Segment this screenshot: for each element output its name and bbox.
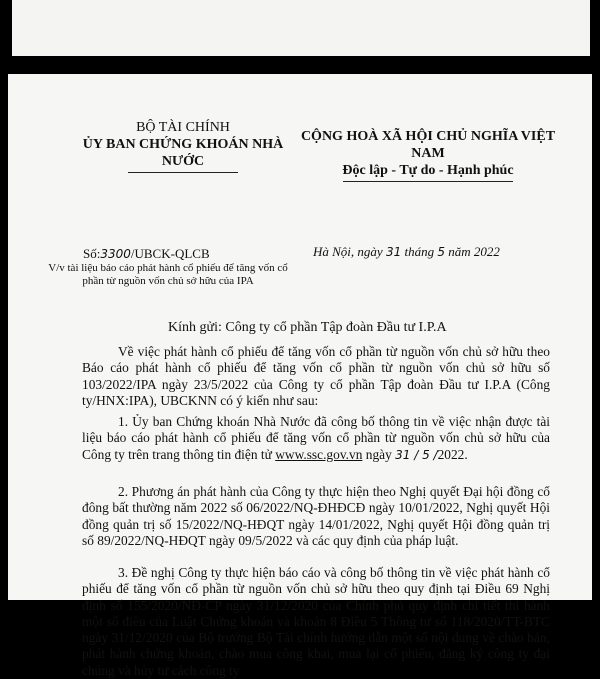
ssc-website-link[interactable]: www.ssc.gov.vn	[275, 446, 363, 462]
issuer-header	[63, 119, 303, 173]
item-2-paragraph: 2. Phương án phát hành của Công ty thực hiện theo Nghị quyết Đại hội đồng cổ đông bất thường năm 2022 số 06/2022/NQ-ĐHĐCĐ ngày 10/01/2022, Nghị quyết Hội đồng quản trị số 15/2022/NQ-HĐQT ngày 14/01/2022, Nghị quyết Hội đồng quản trị số 89/2022/NQ-HĐQT ngày 09/5/2022 và các quy định của pháp luật.	[82, 484, 550, 548]
issue-date	[313, 244, 500, 260]
item-1-paragraph	[82, 414, 550, 463]
date-day-handwritten: 31	[385, 245, 402, 259]
motto-underline	[343, 181, 513, 182]
date-prefix: Hà Nội, ngày	[313, 244, 383, 259]
header-underline	[128, 172, 238, 173]
date-month-label: tháng	[404, 244, 435, 259]
intro-paragraph: Về việc phát hành cổ phiếu để tăng vốn cổ phần từ nguồn vốn chủ sở hữu theo Báo cáo phát hành cổ phiếu để tăng vốn cổ phần từ nguồn vốn chủ sở hữu số 103/2022/IPA ngày 23/5/2022 của Công ty cổ phần Tập đoàn Đầu tư I.P.A (Công ty/HNX:IPA), UBCKNN có ý kiến như sau:	[82, 344, 550, 408]
ministry-name: BỘ TÀI CHÍNH	[136, 120, 230, 135]
document-page	[8, 74, 592, 678]
recipient-line: Kính gửi: Công ty cổ phần Tập đoàn Đầu tư I.P.A	[168, 320, 447, 335]
doc-number-handwritten: 3300	[100, 247, 131, 261]
document-subject: V/v tài liệu báo cáo phát hành cổ phiếu để tăng vốn cổ phần từ nguồn vốn chủ sở hữu của IPA	[48, 262, 288, 287]
doc-number-suffix: /UBCK-QLCB	[130, 246, 210, 261]
item-1-date-label: ngày	[365, 446, 392, 462]
item-1-text: 1. Ủy ban Chứng khoán Nhà Nước đã công bố thông tin về việc nhận được tài liệu báo cáo phát hành cổ phiếu để tăng vốn cổ phần từ nguồn vốn chủ sở hữu của Công ty trên trang thông tin điện tử	[82, 414, 550, 462]
date-year: năm 2022	[448, 244, 500, 259]
committee-name: ỦY BAN CHỨNG KHOÁN NHÀ NƯỚC	[82, 137, 284, 169]
item-1-date-end: 2022.	[437, 446, 468, 462]
item-3-paragraph: 3. Đề nghị Công ty thực hiện báo cáo và công bố thông tin về việc phát hành cổ phiếu để tăng vốn cổ phần từ nguồn vốn chủ sở hữu theo quy định tại Điều 69 Nghị định số 155/2020/NĐ-CP ngày 31/12/2020 của Chính phủ quy định chi tiết thi hành một số điều của Luật Chứng khoán và khoản 8 Điều 5 Thông tư số 118/2020/TT-BTC ngày 31/12/2020 của Bộ trưởng Bộ Tài chính hướng dẫn một số nội dung về chào bán, phát hành chứng khoán, chào mua công khai, mua lại cổ phiếu, đăng ký công ty đại chúng và hủy tư cách công ty	[82, 565, 550, 678]
country-name: CỘNG HOÀ XÃ HỘI CHỦ NGHĨA VIỆT NAM	[300, 129, 556, 161]
national-motto: Độc lập - Tự do - Hạnh phúc	[342, 163, 514, 178]
national-header	[298, 128, 558, 182]
doc-number-prefix: Số:	[83, 246, 101, 261]
previous-page-strip	[12, 0, 590, 56]
date-month-handwritten: 5	[437, 245, 445, 259]
item-1-date-handwritten: 31 / 5 /	[395, 447, 438, 462]
document-number	[83, 246, 210, 262]
